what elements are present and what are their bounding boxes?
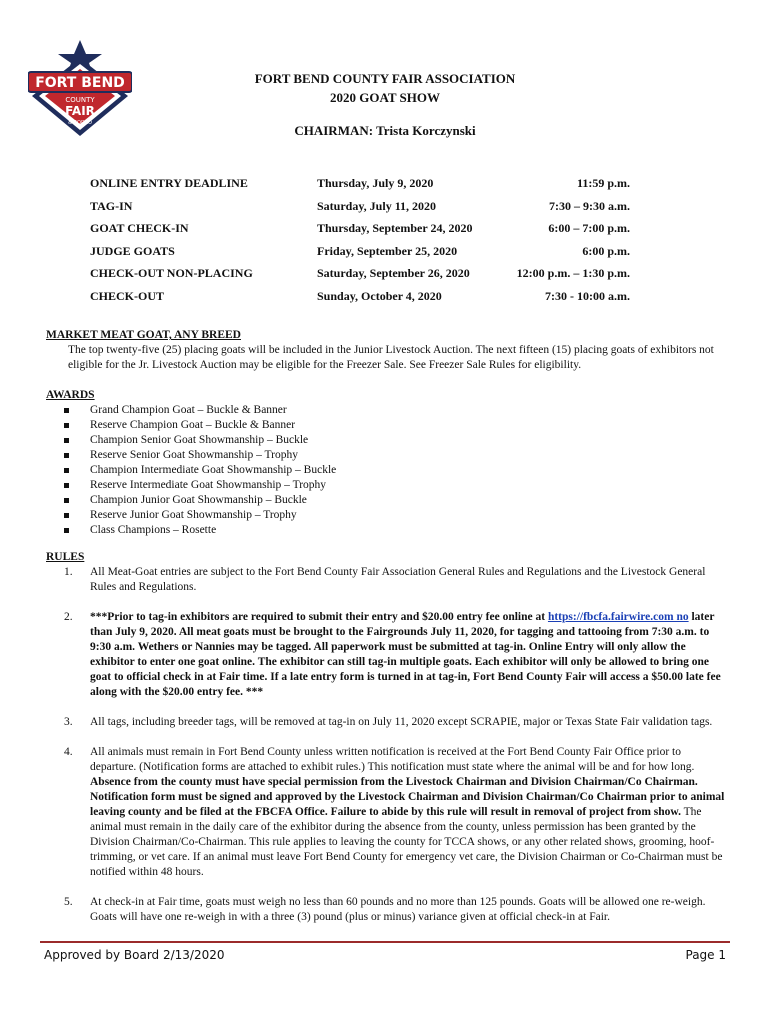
- award-text: Grand Champion Goat – Buckle & Banner: [90, 404, 287, 416]
- rule-number: 1.: [64, 566, 73, 578]
- list-item: [46, 523, 726, 538]
- schedule-row: [90, 266, 630, 289]
- event-time: 6:00 – 7:00 p.m.: [548, 221, 630, 235]
- rule-text-a: All animals must remain in Fort Bend County unless written notification is received at the Fort Bend County Fair Office prior to departure. (Notification forms are attached to exhibit rules.) This notification must state where the animal will be and for how long.: [90, 746, 695, 773]
- award-text: Reserve Junior Goat Showmanship – Trophy: [90, 509, 297, 521]
- market-section: [46, 328, 726, 373]
- market-text: The top twenty-five (25) placing goats will be included in the Junior Livestock Auction. The next fifteen (15) placing goats of exhibitors not eligible for the Jr. Livestock Auction may be eligible for the Freezer Sale. See Freezer Sale Rules for eligibility.: [68, 344, 714, 371]
- logo-line2: COUNTY: [65, 96, 95, 104]
- bullet-icon: [64, 423, 69, 428]
- event-name: TAG-IN: [90, 198, 133, 213]
- schedule-row: [90, 244, 630, 267]
- bullet-icon: [64, 498, 69, 503]
- bullet-icon: [64, 528, 69, 533]
- rule-text-b: The animal must remain in the daily care of the exhibitor during the absence from the county, unless permission has been granted by the Division Chairman/Co-Chairman. This rule applies to leaving the county for TCCA shows, or any other related shows, grooming, hoof-trimming, or vet care. If an animal must leave Fort Bend County for emergency vet care, the Division Chairman or Co-Chairman must be notified within 48 hours.: [90, 806, 723, 878]
- approval-note: Approved by Board 2/13/2020: [44, 948, 225, 962]
- award-text: Champion Intermediate Goat Showmanship – Buckle: [90, 464, 337, 476]
- rule-1: [46, 565, 726, 595]
- bullet-icon: [64, 453, 69, 458]
- list-item: [46, 403, 726, 418]
- event-name: JUDGE GOATS: [90, 243, 175, 258]
- event-date: Friday, September 25, 2020: [317, 243, 458, 258]
- rule-text: All tags, including breeder tags, will be removed at tag-in on July 11, 2020 except SCRAPIE, major or Texas State Fair validation tags.: [90, 716, 713, 728]
- bullet-icon: [64, 438, 69, 443]
- awards-section: [46, 388, 726, 538]
- awards-list: [46, 403, 726, 538]
- rule-text: All Meat-Goat entries are subject to the Fort Bend County Fair Association General Rules and Regulations and the Livestock General Rules and Regulations.: [90, 566, 706, 593]
- event-name: CHECK-OUT NON-PLACING: [90, 266, 253, 280]
- bullet-icon: [64, 483, 69, 488]
- logo-line1: FORT BEND: [35, 75, 125, 91]
- event-date: Sunday, October 4, 2020: [317, 288, 442, 303]
- logo-line4: & RODEO: [68, 120, 92, 126]
- list-item: [46, 493, 726, 508]
- rule-number: 5.: [64, 896, 73, 908]
- event-time: 11:59 p.m.: [576, 176, 630, 190]
- rule-4: [46, 745, 726, 880]
- logo-line3: FAIR: [65, 104, 95, 118]
- awards-title: AWARDS: [46, 389, 95, 401]
- rules-section: [46, 550, 726, 940]
- bullet-icon: [64, 468, 69, 473]
- schedule-row: [90, 221, 630, 244]
- event-time: 12:00 p.m. – 1:30 p.m.: [516, 266, 630, 280]
- list-item: [46, 433, 726, 448]
- event-name: ONLINE ENTRY DEADLINE: [90, 176, 248, 190]
- rule-number: 3.: [64, 716, 73, 728]
- market-title: MARKET MEAT GOAT, ANY BREED: [46, 329, 241, 341]
- org-title: FORT BEND COUNTY FAIR ASSOCIATION: [254, 71, 516, 86]
- rule-2: [46, 610, 726, 700]
- rule-number: 4.: [64, 746, 73, 758]
- rule-number: 2.: [64, 611, 73, 623]
- rule-5: [46, 895, 726, 925]
- rule-3: [46, 715, 726, 730]
- page-number: Page 1: [685, 948, 726, 962]
- event-date: Thursday, September 24, 2020: [317, 221, 473, 235]
- bullet-icon: [64, 513, 69, 518]
- award-text: Reserve Senior Goat Showmanship – Trophy: [90, 449, 298, 461]
- award-text: Champion Junior Goat Showmanship – Buckle: [90, 494, 307, 506]
- rule-text-a: ***Prior to tag-in exhibitors are required to submit their entry and $20.00 entry fee online at: [90, 611, 546, 623]
- event-date: Saturday, September 26, 2020: [317, 266, 470, 280]
- award-text: Reserve Champion Goat – Buckle & Banner: [90, 419, 296, 431]
- list-item: [46, 478, 726, 493]
- award-text: Champion Senior Goat Showmanship – Buckle: [90, 434, 309, 446]
- bullet-icon: [64, 408, 69, 413]
- event-date: Thursday, July 9, 2020: [317, 176, 434, 190]
- schedule-row: [90, 289, 630, 312]
- event-time: 7:30 – 9:30 a.m.: [549, 198, 630, 213]
- rules-title: RULES: [46, 551, 85, 563]
- schedule-row: [90, 199, 630, 222]
- list-item: [46, 448, 726, 463]
- event-name: CHECK-OUT: [90, 288, 165, 303]
- event-time: 6:00 p.m.: [582, 243, 630, 258]
- rule-text-b: later than July 9, 2020. All meat goats must be brought to the Fairgrounds July 11, 2020, for tagging and tattooing from 7:30 a.m. to 9:30 a.m. Wethers or Nannies may be tagged. All paperwork must be submitted at tag-in. Online Entry will only allow the exhibitor to enter one goat online. The exhibitor can still tag-in multiple goats. Each exhibitor will only be allowed to bring one goat to official check in at Fair time. If a late entry form is turned in at tag-in, Fort Bend County Fair will access a $50.00 late fee along with the $20.00 entry fee. ***: [90, 611, 721, 698]
- list-item: [46, 463, 726, 478]
- award-text: Reserve Intermediate Goat Showmanship – Trophy: [90, 479, 327, 491]
- event-name: GOAT CHECK-IN: [90, 221, 189, 235]
- schedule-table: [90, 176, 630, 311]
- rule-text: At check-in at Fair time, goats must weigh no less than 60 pounds and no more than 125 pounds. Goats will be allowed one re-weigh. Goats will have one re-weigh in with a three (3) pound (plus or minus) variance given at official check-in at Fair.: [90, 896, 706, 923]
- footer-divider: [40, 941, 730, 943]
- schedule-row: [90, 176, 630, 199]
- chairman: CHAIRMAN: Trista Korczynski: [294, 123, 476, 138]
- list-item: [46, 418, 726, 433]
- list-item: [46, 508, 726, 523]
- event-date: Saturday, July 11, 2020: [317, 198, 437, 213]
- award-text: Class Champions – Rosette: [90, 524, 217, 536]
- rule-text-bold: Absence from the county must have special permission from the Livestock Chairman and Division Chairman/Co Chairman. Notification form must be signed and approved by the Livestock Chairman and Division Chairman/Co Chairman prior to animal leaving county and be filed at the FBCFA Office. Failure to abide by this rule will result in removal of project from show.: [90, 776, 725, 818]
- event-time: 7:30 - 10:00 a.m.: [545, 288, 630, 303]
- show-title: 2020 GOAT SHOW: [329, 90, 441, 105]
- fairwire-link[interactable]: https://fbcfa.fairwire.com no: [547, 611, 689, 623]
